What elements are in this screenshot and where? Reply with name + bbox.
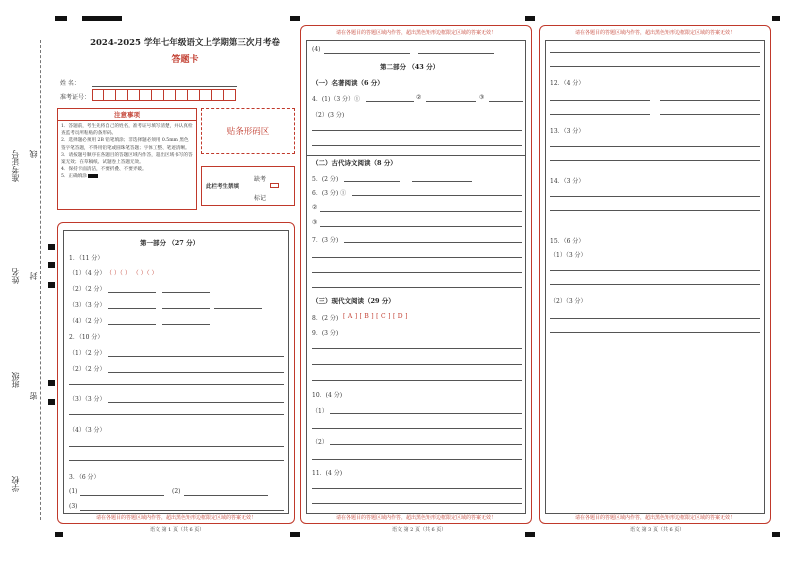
id-digit-box[interactable]	[224, 89, 236, 101]
q2-2-label: （2）（2 分）	[69, 366, 106, 373]
id-digit-box[interactable]	[200, 89, 212, 101]
answer-line[interactable]	[108, 372, 284, 373]
answer-line[interactable]	[108, 292, 156, 293]
side-label-secret: 密	[29, 392, 38, 400]
notes-title: 注意事项	[58, 109, 196, 121]
notes-box	[57, 108, 197, 210]
page-footer-2: 语文 第 2 页（共 6 页）	[392, 527, 447, 533]
q7-label: 7．(3 分)	[312, 237, 339, 244]
absent-line1: 缺考	[254, 176, 267, 183]
answer-line[interactable]	[550, 146, 760, 147]
q4-b-label: ②	[416, 94, 422, 101]
answer-line[interactable]	[312, 257, 522, 258]
area-notice-top: 请在各题目的答题区域内作答，超出黑色矩形边框限定区域的答案无效！	[574, 30, 735, 36]
q8-options[interactable]: [ A ] [ B ] [ C ] [ D ]	[343, 313, 408, 320]
q3-2-label: (2)	[172, 488, 181, 495]
registration-mark	[772, 16, 780, 21]
answer-line[interactable]	[489, 101, 523, 102]
answer-line[interactable]	[312, 272, 522, 273]
area-notice-bottom: 请在各题目的答题区域内作答，超出黑色矩形边框限定区域的答案无效！	[574, 515, 735, 521]
side-mark	[48, 282, 55, 288]
q1-1-label: （1）（4 分）	[69, 270, 106, 277]
q8-label: 8．(2 分)	[312, 315, 339, 322]
answer-line[interactable]	[660, 100, 760, 101]
area-notice-bottom: 请在各题目的答题区域内作答，超出黑色矩形边框限定区域的答案无效！	[95, 515, 256, 521]
answer-line[interactable]	[352, 195, 522, 196]
q1-4-label: （4）（2 分）	[69, 318, 106, 325]
area-notice-top: 请在各题目的答题区域内作答，超出黑色矩形边框限定区域的答案无效！	[335, 30, 496, 36]
id-digit-box[interactable]	[176, 89, 188, 101]
answer-line[interactable]	[162, 292, 210, 293]
q1-1-options[interactable]: （ ）（ ） （ ）（ ）	[106, 270, 158, 277]
answer-line[interactable]	[162, 308, 210, 309]
answer-line[interactable]	[108, 356, 284, 357]
q1-label: 1．（11 分）	[69, 255, 104, 262]
q13-label: 13．（3 分）	[550, 128, 585, 135]
registration-mark	[82, 16, 122, 21]
side-mark	[48, 380, 55, 386]
part2-frame-b	[306, 156, 526, 514]
id-digit-box[interactable]	[164, 89, 176, 101]
answer-line[interactable]	[69, 446, 284, 447]
note-item: 4．保持卡面清洁，不要折叠、不要弄破。	[61, 167, 147, 173]
q6-2-label: ②	[312, 204, 318, 211]
name-label: 姓 名：	[60, 80, 80, 87]
exam-id-boxes[interactable]	[92, 89, 236, 101]
q15-1-label: （1）（3 分）	[550, 252, 587, 259]
answer-line[interactable]	[418, 53, 494, 54]
name-field[interactable]	[92, 86, 237, 87]
answer-line[interactable]	[312, 380, 522, 381]
side-label-id: 准考证号	[11, 150, 20, 182]
barcode-area	[201, 108, 295, 154]
answer-line[interactable]	[426, 101, 476, 102]
exam-id-label: 准考证号：	[60, 94, 91, 101]
registration-mark	[55, 532, 63, 537]
note-item: 1．答题前，考生先将自己的姓名，准考证号填写清楚，并认真检查监考员所粘贴的条形码。	[61, 124, 193, 137]
q4-2-label: （2）(3 分)	[312, 112, 345, 119]
q3-1-label: (1)	[69, 488, 78, 495]
id-digit-box[interactable]	[116, 89, 128, 101]
q15-2-label: （2）（3 分）	[550, 298, 587, 305]
answer-line[interactable]	[550, 100, 650, 101]
side-label-line: 线	[29, 150, 38, 158]
answer-line[interactable]	[550, 284, 760, 285]
q6-3-label: ③	[312, 219, 318, 226]
answer-line[interactable]	[550, 318, 760, 319]
answer-line[interactable]	[312, 287, 522, 288]
absent-label: 此栏考生禁填	[206, 184, 240, 190]
q3-3-label: (3)	[69, 503, 78, 510]
q4-c-label: ③	[479, 94, 485, 101]
side-label-seal: 封	[29, 272, 38, 280]
q1-2-label: （2）（2 分）	[69, 286, 106, 293]
q2-label: 2．（10 分）	[69, 334, 104, 341]
absent-checkbox[interactable]	[270, 183, 279, 188]
answer-line[interactable]	[69, 414, 284, 415]
page-footer-1: 语文 第 1 页（共 6 页）	[150, 527, 205, 533]
side-label-name: 姓名	[11, 268, 20, 284]
side-label-class: 班级	[11, 372, 20, 388]
q12-label: 12．（4 分）	[550, 80, 585, 87]
part3-frame	[545, 40, 765, 514]
answer-line[interactable]	[344, 181, 400, 182]
absent-box	[201, 166, 295, 206]
side-label-school: 学校	[11, 476, 20, 492]
side-mark	[48, 262, 55, 268]
answer-line[interactable]	[312, 488, 522, 489]
answer-line[interactable]	[412, 181, 472, 182]
area-notice-bottom: 请在各题目的答题区域内作答，超出黑色矩形边框限定区域的答案无效！	[335, 515, 496, 521]
notes-list	[58, 121, 196, 183]
registration-mark	[525, 532, 535, 537]
answer-line[interactable]	[344, 242, 522, 243]
answer-line[interactable]	[550, 196, 760, 197]
q2-1-label: （1）（2 分）	[69, 350, 106, 357]
q4-label: 4．(1)（3 分）①	[312, 96, 361, 103]
q6-label: 6．(3 分) ①	[312, 190, 347, 197]
answer-line[interactable]	[312, 364, 522, 365]
answer-line[interactable]	[108, 308, 156, 309]
answer-line[interactable]	[366, 101, 414, 102]
registration-mark	[772, 532, 780, 537]
q15-label: 15．（6 分）	[550, 238, 585, 245]
answer-line[interactable]	[312, 145, 522, 146]
page-footer-3: 语文 第 3 页（共 6 页）	[630, 527, 685, 533]
side-mark	[48, 399, 55, 405]
answer-line[interactable]	[324, 53, 410, 54]
registration-mark	[55, 16, 67, 21]
registration-mark	[290, 532, 300, 537]
answer-line[interactable]	[108, 402, 284, 403]
binding-line	[40, 40, 41, 520]
answer-line[interactable]	[550, 52, 760, 53]
q2-3-label: （3）（3 分）	[69, 396, 106, 403]
registration-mark	[290, 16, 300, 21]
id-digit-box[interactable]	[212, 89, 224, 101]
answer-line[interactable]	[312, 130, 522, 131]
q14-label: 14．（3 分）	[550, 178, 585, 185]
id-digit-box[interactable]	[92, 89, 104, 101]
id-digit-box[interactable]	[104, 89, 116, 101]
section-3-title: （三）现代文阅读（29 分）	[312, 297, 395, 305]
answer-line[interactable]	[312, 459, 522, 460]
answer-line[interactable]	[550, 270, 760, 271]
answer-line[interactable]	[80, 495, 164, 496]
answer-line[interactable]	[330, 444, 522, 445]
answer-line[interactable]	[80, 510, 284, 511]
answer-line[interactable]	[550, 332, 760, 333]
q2-4-label: （4）（3 分）	[69, 427, 106, 434]
q4-pre-label: (4)	[312, 46, 321, 53]
id-digit-box[interactable]	[188, 89, 200, 101]
answer-line[interactable]	[660, 114, 760, 115]
barcode-label: 贴条形码区	[226, 127, 270, 137]
answer-line[interactable]	[108, 324, 156, 325]
answer-line[interactable]	[162, 324, 210, 325]
answer-line[interactable]	[330, 413, 522, 414]
section-2-title: （二）古代诗文阅读（8 分）	[312, 159, 397, 167]
answer-line[interactable]	[550, 160, 760, 161]
answer-line[interactable]	[69, 460, 284, 461]
id-digit-box[interactable]	[140, 89, 152, 101]
registration-mark	[525, 16, 535, 21]
q11-label: 11．(4 分)	[312, 470, 343, 477]
q10-2-label: （2）	[312, 439, 328, 446]
answer-line[interactable]	[184, 495, 268, 496]
part2-title: 第二部分 （43 分）	[380, 63, 440, 71]
part1-title: 第一部分 （27 分）	[140, 239, 200, 247]
id-digit-box[interactable]	[152, 89, 164, 101]
side-mark	[48, 244, 55, 250]
absent-line2: 标记	[254, 195, 267, 202]
answer-line[interactable]	[550, 210, 760, 211]
answer-line[interactable]	[550, 66, 760, 67]
answer-line[interactable]	[550, 114, 650, 115]
note-item: 2．选择题必须用 2B 铅笔填涂；非选择题必须用 0.5mm 黑色签字笔答题，不得用铅笔或圆珠笔答题；字体工整、笔迹清晰。	[61, 138, 190, 151]
q3-label: 3．（6 分）	[69, 474, 100, 481]
q9-label: 9．(3 分)	[312, 330, 339, 337]
note-item: 3．请按题号顺序在各题目的答题区域内作答，超出区域书写的答案无效；在草稿纸、试题卷上答题无效。	[61, 152, 193, 166]
page-subtitle: 答题卡	[171, 55, 199, 65]
answer-line[interactable]	[312, 348, 522, 349]
id-digit-box[interactable]	[128, 89, 140, 101]
answer-line[interactable]	[69, 384, 284, 385]
q5-label: 5．(2 分)	[312, 176, 339, 183]
answer-line[interactable]	[214, 308, 262, 309]
answer-line[interactable]	[312, 503, 522, 504]
q10-label: 10．(4 分)	[312, 392, 343, 399]
q1-3-label: （3）（3 分）	[69, 302, 106, 309]
section-1-title: （一）名著阅读（6 分）	[312, 79, 384, 87]
answer-line[interactable]	[320, 226, 522, 227]
note-item: 5．正确填涂	[61, 173, 193, 180]
page-title: 2024-2025 学年七年级语文上学期第三次月考卷	[90, 38, 280, 48]
answer-line[interactable]	[312, 428, 522, 429]
answer-line[interactable]	[320, 211, 522, 212]
fill-sample	[88, 174, 98, 178]
q10-1-label: （1）	[312, 408, 328, 415]
